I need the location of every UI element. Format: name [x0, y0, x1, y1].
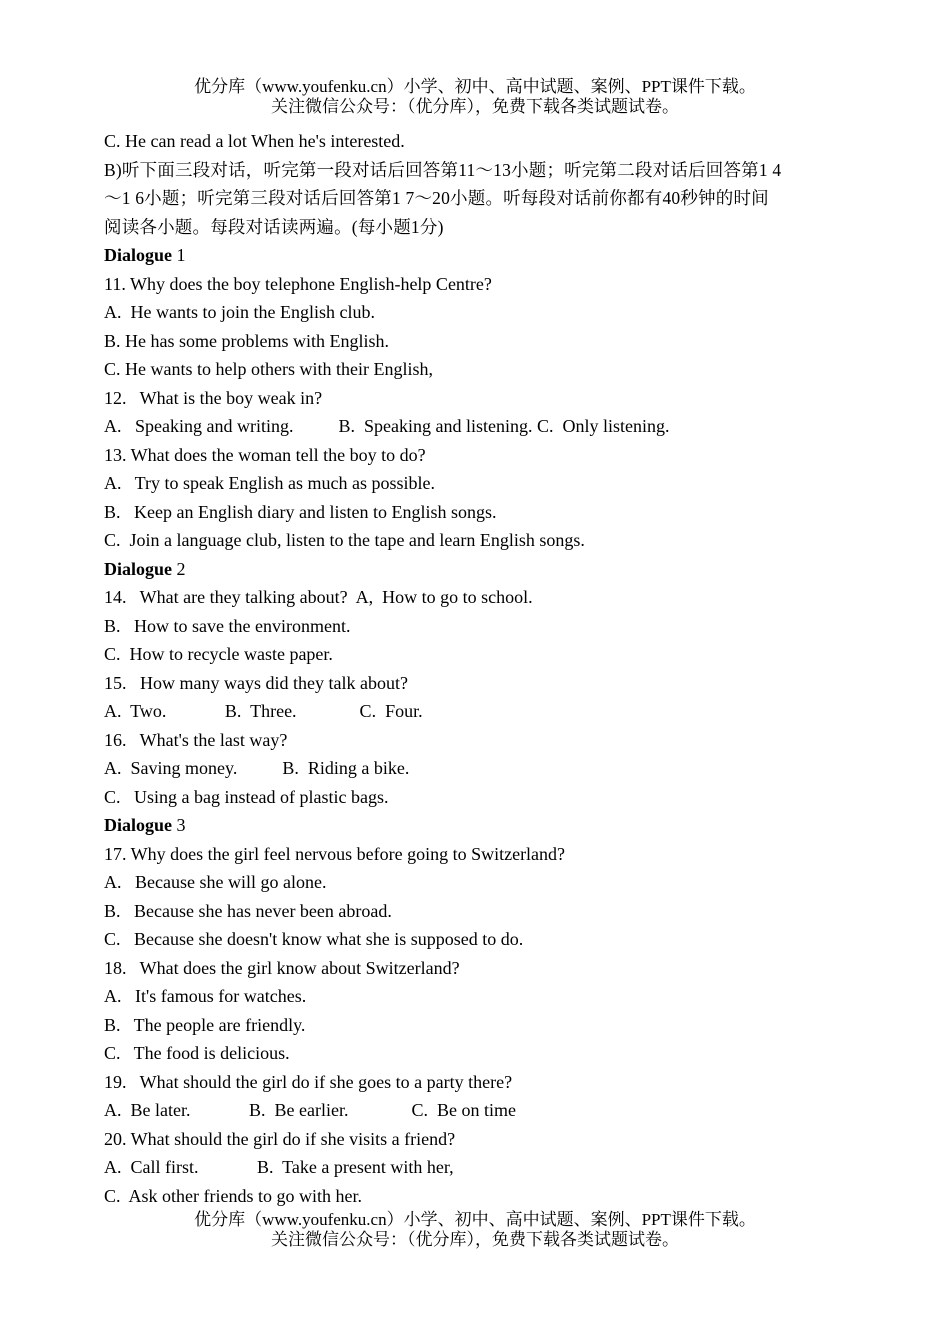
instruction-line-1: B)听下面三段对话，听完第一段对话后回答第11～13小题；听完第二段对话后回答第1 4 — [104, 159, 782, 180]
question-15-options: A. Two. B. Three. C. Four. — [104, 701, 423, 721]
question-14-option-b: B. How to save the environment. — [104, 615, 351, 636]
instruction-line-2: ～1 6小题；听完第三段对话后回答第1 7～20小题。听每段对话前你都有40秒钟的时间 — [104, 188, 769, 208]
dialogue-1-heading — [104, 241, 844, 270]
question-12-options: A. Speaking and writing. B. Speaking and listening. C. Only listening. — [104, 416, 670, 436]
dialogue-number: 1 — [172, 245, 186, 265]
dialogue-number: 3 — [172, 815, 186, 835]
question-20-option-c: C. Ask other friends to go with her. — [104, 1185, 362, 1206]
question-11: 11. Why does the boy telephone English-help Centre? — [104, 273, 492, 294]
footer-line-2: 关注微信公众号：（优分库），免费下载各类试题试卷。 — [271, 1230, 679, 1249]
header-line-1: 优分库（www.youfenku.cn）小学、初中、高中试题、案例、PPT课件下载。 — [194, 77, 756, 96]
dialogue-label: Dialogue — [104, 815, 173, 835]
dialogue-number: 2 — [172, 558, 186, 579]
question-13-option-a: A. Try to speak English as much as possible. — [104, 473, 435, 493]
question-15: 15. How many ways did they talk about? — [104, 672, 408, 693]
question-13-option-c: C. Join a language club, listen to the tape and learn English songs. — [104, 530, 585, 550]
dialogue-label: Dialogue — [104, 558, 173, 579]
question-14-option-c: C. How to recycle waste paper. — [104, 644, 333, 664]
question-19-options: A. Be later. B. Be earlier. C. Be on time — [104, 1100, 516, 1120]
question-12: 12. What is the boy weak in? — [104, 387, 323, 408]
question-13: 13. What does the woman tell the boy to do? — [104, 444, 426, 465]
question-20-options-ab: A. Call first. B. Take a present with her, — [104, 1157, 454, 1177]
question-16-option-c: C. Using a bag instead of plastic bags. — [104, 786, 389, 807]
question-20: 20. What should the girl do if she visits a friend? — [104, 1128, 456, 1149]
question-17-option-c: C. Because she doesn't know what she is supposed to do. — [104, 929, 524, 949]
instruction-line-3: 阅读各小题。每段对话读两遍。(每小题1分) — [104, 216, 444, 237]
footer-line-1: 优分库（www.youfenku.cn）小学、初中、高中试题、案例、PPT课件下载。 — [194, 1210, 756, 1229]
question-16: 16. What's the last way? — [104, 729, 288, 750]
question-18: 18. What does the girl know about Switzerland? — [104, 957, 460, 978]
question-19: 19. What should the girl do if she goes to a party there? — [104, 1071, 513, 1092]
question-11-option-c: C. He wants to help others with their English, — [104, 359, 433, 379]
dialogue-3-heading — [104, 811, 844, 840]
page-footer — [0, 1210, 950, 1250]
question-11-option-a: A. He wants to join the English club. — [104, 302, 375, 322]
question-11-option-b: B. He has some problems with English. — [104, 330, 389, 351]
question-18-option-c: C. The food is delicious. — [104, 1043, 290, 1063]
option-line: C. He can read a lot When he's interested. — [104, 131, 405, 151]
question-16-options-ab: A. Saving money. B. Riding a bike. — [104, 758, 410, 778]
dialogue-label: Dialogue — [104, 245, 173, 265]
question-13-option-b: B. Keep an English diary and listen to English songs. — [104, 501, 497, 522]
dialogue-2-heading — [104, 555, 844, 584]
question-17-option-b: B. Because she has never been abroad. — [104, 900, 392, 921]
question-17: 17. Why does the girl feel nervous before going to Switzerland? — [104, 843, 566, 864]
document-body — [104, 127, 844, 1210]
question-14: 14. What are they talking about? A, How to go to school. — [104, 587, 533, 607]
question-17-option-a: A. Because she will go alone. — [104, 872, 327, 892]
question-18-option-a: A. It's famous for watches. — [104, 986, 307, 1006]
question-18-option-b: B. The people are friendly. — [104, 1014, 306, 1035]
header-line-2: 关注微信公众号：（优分库），免费下载各类试题试卷。 — [271, 97, 679, 116]
page-header — [0, 77, 950, 117]
